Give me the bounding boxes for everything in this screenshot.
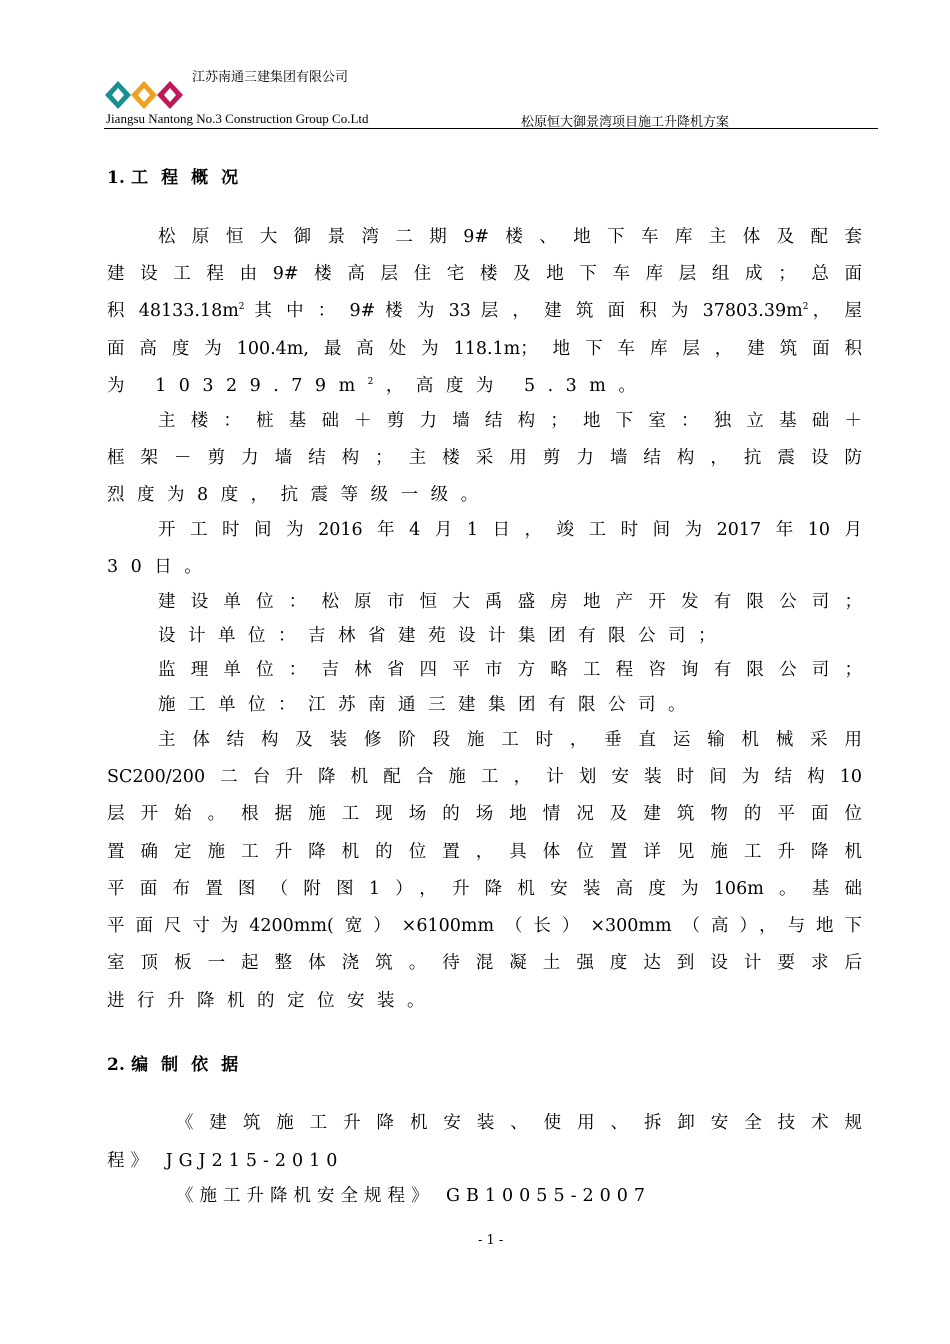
section1-line: 面高度为100.4m,最高处为118.1m；地下车库层，建筑面积 xyxy=(107,339,862,359)
section1-line: 设计单位：吉林省建苑设计集团有限公司； xyxy=(158,626,728,646)
section1-line: SC200/200二台升降机配合施工，计划安装时间为结构10 xyxy=(107,767,862,787)
header-company-en: Jiangsu Nantong No.3 Construction Group Co.Ltd xyxy=(106,111,369,126)
section1-line: 建设单位：松原市恒大禹盛房地产开发有限公司； xyxy=(158,592,862,612)
section1-line: 烈度为8度，抗震等级一级。 xyxy=(107,485,491,505)
section1-line: 开工时间为2016年4月1日，竣工时间为2017年10月 xyxy=(158,520,862,540)
section1-line: 框架－剪力墙结构；主楼采用剪力墙结构，抗震设防 xyxy=(107,448,862,468)
section1-number: 1. xyxy=(107,168,126,188)
section1-line: 平面尺寸为4200mm(宽）×6100mm（长）×300mm（高），与地下 xyxy=(107,916,862,936)
section1-line: 施工单位：江苏南通三建集团有限公司。 xyxy=(158,695,698,715)
section1-line: 30日。 xyxy=(107,557,215,577)
section1-line: 积 $48133.18m^2$ 其 中 ： 9# 楼 为 33 层 ， 建 筑 面 积 为 $37803.39m^2$， 屋 xyxy=(107,301,862,321)
section1-line: 进行升降机的定位安装。 xyxy=(107,991,437,1011)
section2-heading xyxy=(107,1050,251,1075)
header-company-cn: 江苏南通三建集团有限公司 xyxy=(192,70,349,85)
header-project-title: 松原恒大御景湾项目施工升降机方案 xyxy=(521,115,730,130)
page-number: - 1 - xyxy=(478,1233,504,1248)
section2-number: 2. xyxy=(107,1055,126,1075)
section1-line: 监理单位：吉林省四平市方略工程咨询有限公司； xyxy=(158,660,862,680)
section1-line: 主楼：桩基础＋剪力墙结构；地下室：独立基础＋ xyxy=(158,411,862,431)
section1-heading xyxy=(107,163,251,188)
section1-line: 室顶板一起整体浇筑。待混凝土强度达到设计要求后 xyxy=(107,953,862,973)
section2-line: 程》 JGJ215-2010 xyxy=(107,1151,344,1171)
section1-line: 为 $10329.79m^2$，高度为 5.3m。 xyxy=(107,376,649,396)
header-divider xyxy=(104,128,878,129)
section2-line: 《施工升降机安全规程》 GB10055-2007 xyxy=(176,1186,652,1206)
section1-line: 平面布置图（附图1），升降机安装高度为106m。基础 xyxy=(107,879,862,899)
company-logo-icon xyxy=(104,80,188,110)
section1-title: 工程概况 xyxy=(131,168,252,188)
section1-line: 层开始。根据施工现场的场地情况及建筑物的平面位 xyxy=(107,804,862,824)
section2-title: 编制依据 xyxy=(131,1055,252,1075)
section1-line: 建设工程由9#楼高层住宅楼及地下车库层组成；总面 xyxy=(107,264,862,284)
section1-line: 主体结构及装修阶段施工时，垂直运输机械采用 xyxy=(158,730,862,750)
section1-line: 松原恒大御景湾二期9#楼、地下车库主体及配套 xyxy=(158,227,862,247)
section1-line: 置确定施工升降机的位置，具体位置详见施工升降机 xyxy=(107,842,862,862)
section2-line: 《建筑施工升降机安装、使用、拆卸安全技术规 xyxy=(176,1113,862,1133)
